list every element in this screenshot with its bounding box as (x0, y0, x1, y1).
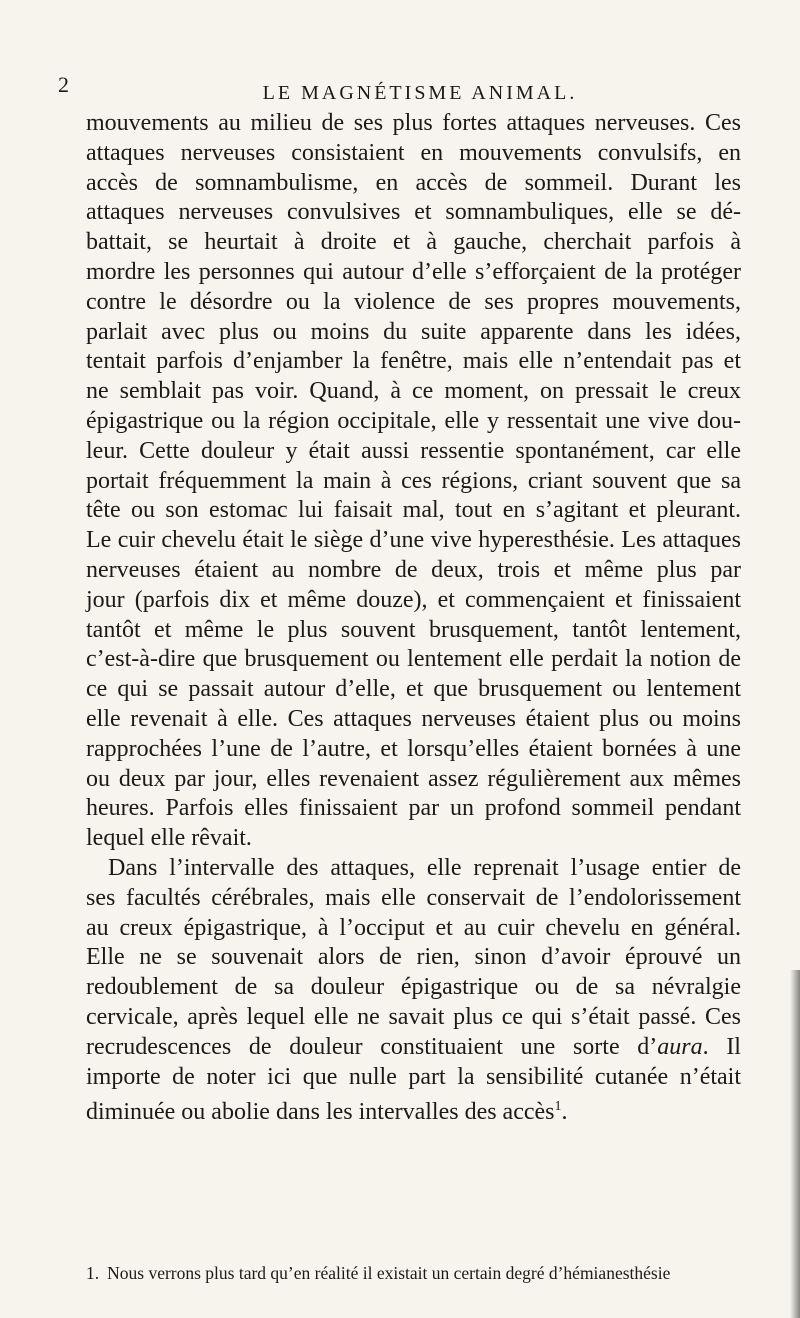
text-line: attaques nerveuses consistaient en mouvements convulsifs, en (86, 139, 741, 166)
italic-term: aura (657, 1033, 703, 1060)
text-line: épigastrique ou la région occipitale, elle y ressentait une vive dou- (86, 407, 741, 434)
footnote (86, 1262, 741, 1284)
text-line: ne semblait pas voir. Quand, à ce moment, on pressait le creux (86, 378, 741, 405)
text-line: contre le désordre ou la violence de ses propres mouvements, (86, 288, 741, 315)
text-line: c’est-à-dire que brusquement ou lentement elle perdait la notion de (86, 646, 741, 673)
text-line: battait, se heurtait à droite et à gauche, cherchait parfois à (86, 229, 741, 256)
text-line: accès de somnambulisme, en accès de sommeil. Durant les (86, 169, 741, 196)
body-text (86, 109, 741, 1128)
text-line: Dans l’intervalle des attaques, elle reprenait l’usage entier de (108, 854, 741, 881)
text-line: parlait avec plus ou moins du suite apparente dans les idées, (86, 318, 741, 345)
footnote-text: Nous verrons plus tard qu’en réalité il existait un certain degré d’hémianesthésie (107, 1263, 671, 1283)
text-line: ou deux par jour, elles revenaient assez régulièrement aux mêmes (86, 765, 741, 792)
text-line: elle revenait à elle. Ces attaques nerveuses étaient plus ou moins (86, 705, 741, 732)
text-line: Elle ne se souvenait alors de rien, sinon d’avoir éprouvé un (86, 944, 741, 971)
text-line: cervicale, après lequel elle ne savait plus ce qui s’était passé. Ces (86, 1003, 741, 1030)
text-line: importe de noter ici que nulle part la sensibilité cutanée n’était (86, 1063, 741, 1090)
footnote-number: 1. (86, 1263, 100, 1283)
text-line: portait fréquemment la main à ces régions, criant souvent que sa (86, 467, 741, 494)
text-line: tête ou son estomac lui faisait mal, tout en s’agitant et pleurant. (86, 497, 741, 524)
text-line: tentait parfois d’enjamber la fenêtre, mais elle n’entendait pas et (86, 348, 741, 375)
text-line: heures. Parfois elles finissaient par un profond sommeil pendant (86, 795, 741, 822)
text-line: rapprochées l’une de l’autre, et lorsqu’elles étaient bornées à une (86, 735, 741, 762)
text-line: jour (parfois dix et même douze), et commençaient et finissaient (86, 586, 741, 613)
text-line: leur. Cette douleur y était aussi ressentie spontanément, car elle (86, 437, 741, 464)
text-line: mordre les personnes qui autour d’elle s’efforçaient de la protéger (86, 258, 741, 285)
text-line-with-footnote-ref (86, 1092, 741, 1128)
text-line: lequel elle rêvait. (86, 825, 252, 852)
text-run: recrudescences de douleur constituaient une sorte d’ (86, 1033, 658, 1060)
text-run: . (561, 1099, 568, 1126)
text-line: ce qui se passait autour d’elle, et que brusquement ou lentement (86, 676, 741, 703)
text-run: . Il (702, 1033, 741, 1060)
page-edge-shadow (790, 970, 800, 1318)
footnote-reference: 1 (554, 1099, 562, 1115)
text-line: ses facultés cérébrales, mais elle conservait de l’endolorissement (86, 884, 741, 911)
text-line: Le cuir chevelu était le siège d’une vive hyperesthésie. Les attaques (86, 527, 741, 554)
text-line: attaques nerveuses convulsives et somnambuliques, elle se dé- (86, 199, 741, 226)
text-line: mouvements au milieu de ses plus fortes attaques nerveuses. Ces (86, 110, 741, 136)
running-title: LE MAGNÉTISME ANIMAL. (262, 82, 578, 104)
text-run: diminuée ou abolie dans les intervalles des accès (86, 1099, 555, 1126)
page-number: 2 (58, 72, 69, 97)
text-line-with-italic (86, 1033, 741, 1063)
text-line: tantôt et même le plus souvent brusquement, tantôt lentement, (86, 616, 741, 643)
text-line: redoublement de sa douleur épigastrique ou de sa névralgie (86, 974, 741, 1001)
text-line: nerveuses étaient au nombre de deux, trois et même plus par (86, 556, 741, 583)
text-line: au creux épigastrique, à l’occiput et au cuir chevelu en général. (86, 914, 741, 941)
